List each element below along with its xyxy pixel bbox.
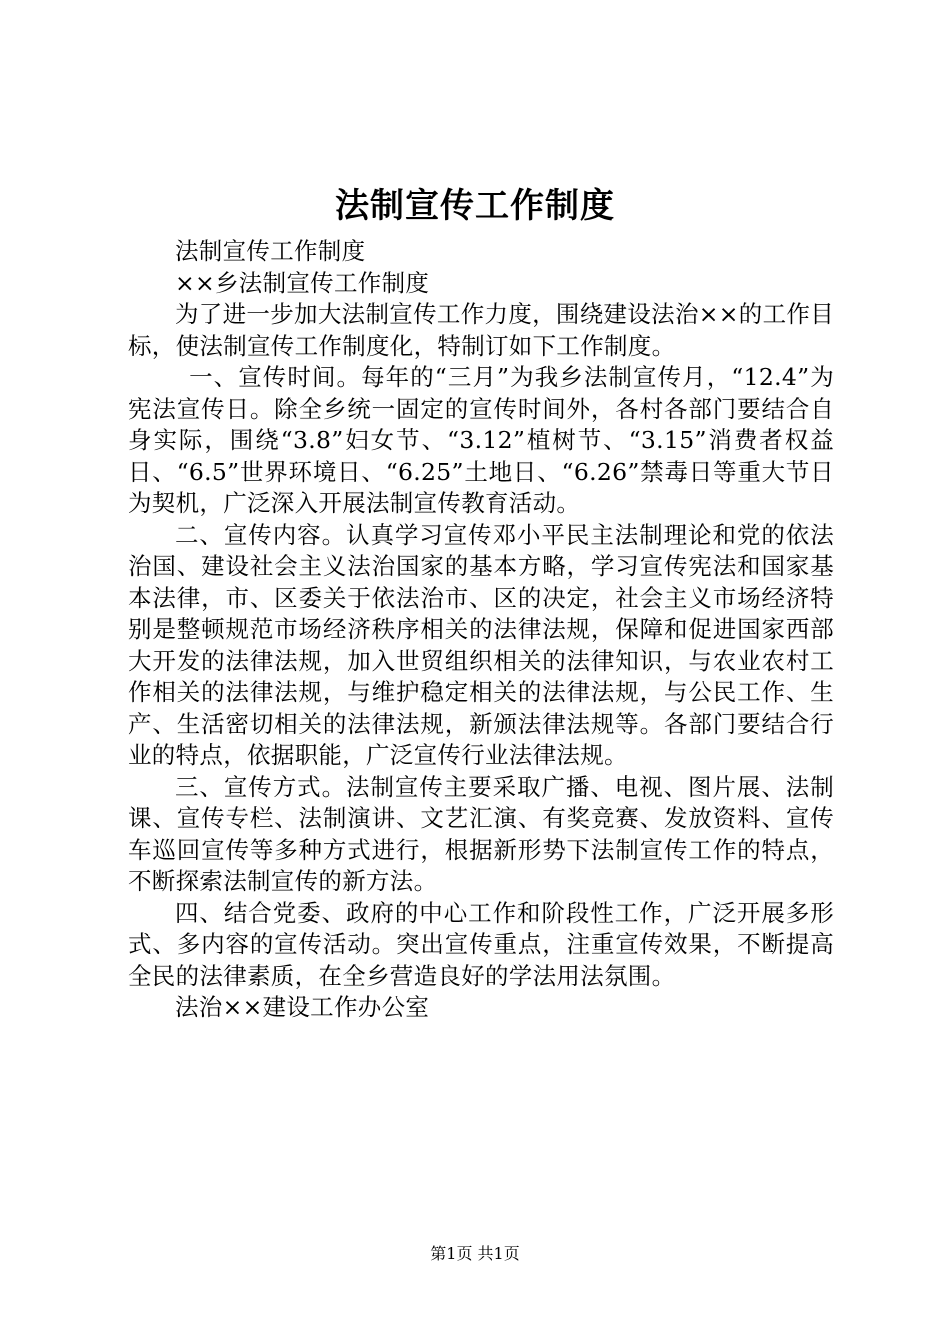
document-body [128, 236, 834, 1024]
body-paragraph: ××乡法制宣传工作制度 [175, 268, 430, 297]
body-paragraph: 一、宣传时间。每年的“三月”为我乡法制宣传月，“12.4”为宪法宣传日。除全乡统一固定的宣传时间外，各村各部门要结合自身实际，围绕“3.8”妇女节、“3.12”植树节、“3.15”消费者权益日、“6.5”世界环境日、“6.25”土地日、“6.26”禁毒日等重大节日为契机，广泛深入开展法制宣传教育活动。 [128, 363, 834, 517]
signature-line: 法治××建设工作办公室 [175, 993, 430, 1021]
body-paragraph: 法制宣传工作制度 [175, 237, 366, 265]
body-paragraph: 为了进一步加大法制宣传工作力度，围绕建设法治××的工作目标，使法制宣传工作制度化，特制订如下工作制度。 [128, 300, 834, 360]
body-paragraph: 四、结合党委、政府的中心工作和阶段性工作，广泛开展多形式、多内容的宣传活动。突出宣传重点，注重宣传效果，不断提高全民的法律素质，在全乡营造良好的学法用法氛围。 [128, 898, 834, 990]
page-footer: 第1页 共1页 [430, 1244, 520, 1263]
body-paragraph: 二、宣传内容。认真学习宣传邓小平民主法制理论和党的依法治国、建设社会主义法治国家的基本方略，学习宣传宪法和国家基本法律，市、区委关于依法治市、区的决定，社会主义市场经济特别是整顿规范市场经济秩序相关的法律法规，保障和促进国家西部大开发的法律法规，加入世贸组织相关的法律知识，与农业农村工作相关的法律法规，与维护稳定相关的法律法规，与公民工作、生产、生活密切相关的法律法规，新颁法律法规等。各部门要结合行业的特点，依据职能，广泛宣传行业法律法规。 [128, 520, 834, 769]
document-title: 法制宣传工作制度 [335, 186, 615, 226]
body-paragraph: 三、宣传方式。法制宣传主要采取广播、电视、图片展、法制课、宣传专栏、法制演讲、文艺汇演、有奖竞赛、发放资料、宣传车巡回宣传等多种方式进行，根据新形势下法制宣传工作的特点，不断探索法制宣传的新方法。 [128, 772, 834, 895]
